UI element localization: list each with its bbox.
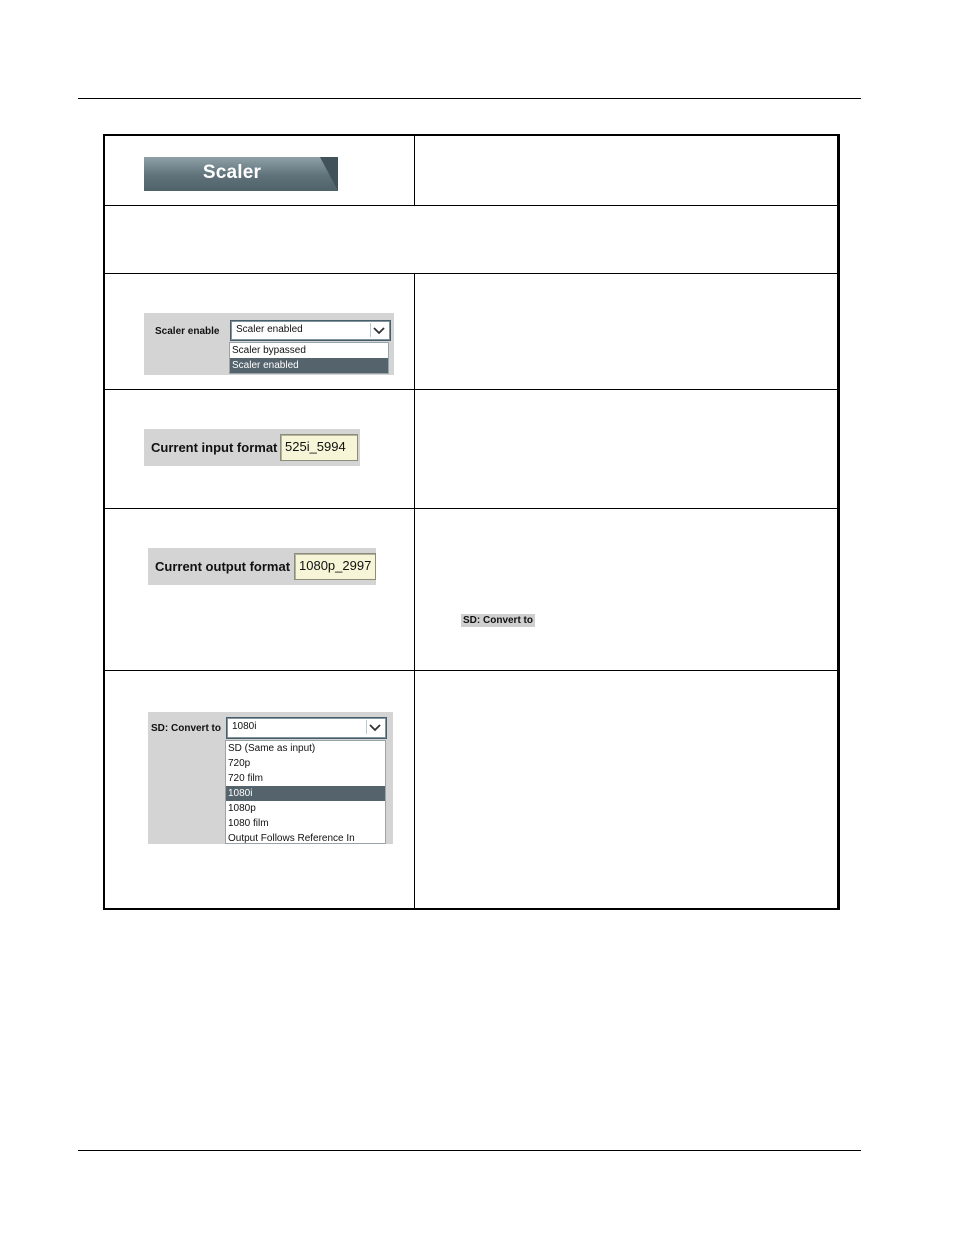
option-1080p[interactable]: 1080p (228, 803, 256, 814)
input-format-field: 525i_5994 (280, 434, 358, 461)
scaler-enable-value: Scaler enabled (236, 324, 303, 335)
option-sd-same-as-input[interactable]: SD (Same as input) (228, 743, 316, 754)
option-output-follows-reference[interactable]: Output Follows Reference In (228, 833, 355, 844)
sd-convert-options (225, 740, 386, 844)
row-divider (105, 508, 837, 509)
option-scaler-enabled[interactable]: Scaler enabled (230, 358, 388, 373)
scaler-enable-options (229, 342, 389, 374)
footer-rule (78, 1150, 861, 1151)
function-table (103, 134, 840, 910)
chevron-down-icon[interactable] (366, 720, 383, 734)
sd-convert-select[interactable] (226, 717, 387, 739)
option-1080-film[interactable]: 1080 film (228, 818, 269, 829)
sd-convert-label: SD: Convert to (151, 723, 221, 734)
option-1080i[interactable]: 1080i (226, 786, 385, 801)
scaler-tab-label: Scaler (202, 162, 262, 183)
header-rule (78, 98, 861, 99)
option-scaler-bypassed[interactable]: Scaler bypassed (232, 345, 306, 356)
sd-convert-value: 1080i (232, 721, 257, 732)
scaler-enable-select[interactable] (230, 320, 391, 341)
output-format-panel (148, 548, 376, 585)
option-720p[interactable]: 720p (228, 758, 251, 769)
scaler-enable-panel (144, 313, 394, 375)
scaler-tab[interactable] (144, 157, 338, 191)
column-divider (414, 273, 415, 910)
option-720-film[interactable]: 720 film (228, 773, 264, 784)
chevron-down-icon[interactable] (370, 323, 387, 337)
input-format-label: Current input format (151, 440, 278, 455)
input-format-panel (144, 429, 360, 466)
row-divider (105, 273, 837, 274)
output-format-label: Current output format (155, 559, 291, 574)
row-divider (105, 205, 837, 206)
sd-convert-panel (148, 712, 393, 844)
scaler-enable-label: Scaler enable (155, 326, 220, 337)
row-divider (105, 389, 837, 390)
row-divider (105, 670, 837, 671)
sd-convert-inline-label: SD: Convert to (463, 615, 533, 626)
output-format-field: 1080p_2997 (294, 553, 376, 580)
column-divider (414, 136, 415, 205)
